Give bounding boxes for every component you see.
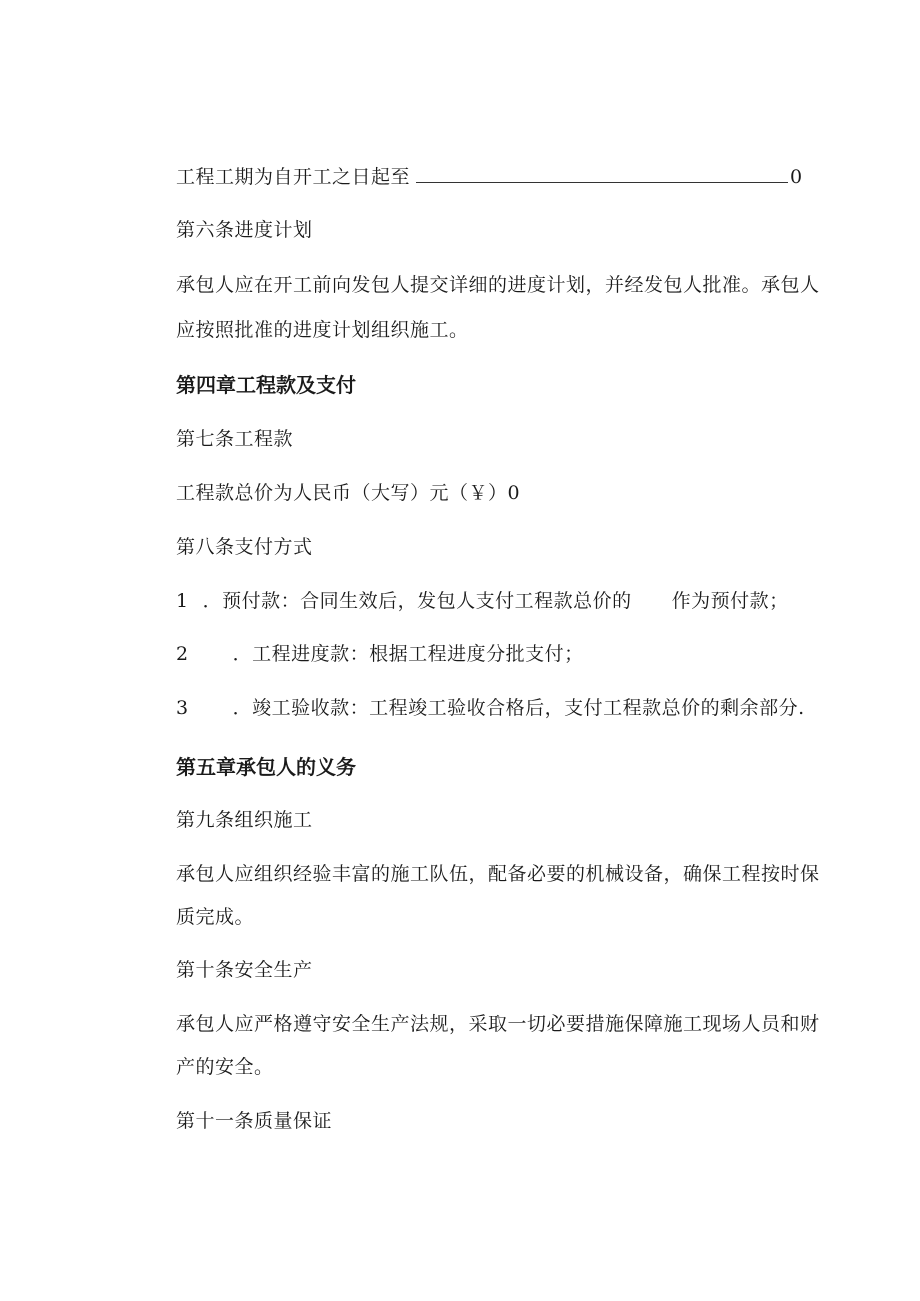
duration-suffix: 0 bbox=[790, 166, 803, 188]
chapter-4-title: 第四章工程款及支付 bbox=[176, 373, 356, 397]
duration-line bbox=[176, 164, 803, 189]
duration-prefix: 工程工期为自开工之日起至 bbox=[176, 166, 411, 188]
chapter-5-title: 第五章承包人的义务 bbox=[176, 755, 356, 779]
duration-blank-underline bbox=[416, 164, 788, 183]
article-10-text-line-1: 承包人应严格遵守安全生产法规，采取一切必要措施保障施工现场人员和财 bbox=[176, 1013, 820, 1035]
article-6-text-line-2: 应按照批准的进度计划组织施工。 bbox=[176, 319, 469, 341]
payment-item-3 bbox=[176, 696, 805, 720]
article-8-title: 第八条支付方式 bbox=[176, 536, 313, 558]
article-6-text-line-1: 承包人应在开工前向发包人提交详细的进度计划，并经发包人批准。承包人 bbox=[176, 274, 820, 296]
payment-item-2 bbox=[176, 642, 796, 666]
article-9-title: 第九条组织施工 bbox=[176, 809, 313, 831]
payment-item-1-number: 1 bbox=[176, 590, 189, 612]
payment-item-3-text: ．竣工验收款：工程竣工验收合格后，支付工程款总价的剩余部分. bbox=[232, 697, 805, 719]
article-7-text: 工程款总价为人民币（大写）元（￥）0 bbox=[176, 482, 521, 504]
payment-item-2-text: ．工程进度款：根据工程进度分批支付； bbox=[232, 643, 584, 665]
article-6-title: 第六条进度计划 bbox=[176, 219, 313, 241]
article-10-title: 第十条安全生产 bbox=[176, 959, 313, 981]
article-9-text-line-1: 承包人应组织经验丰富的施工队伍，配备必要的机械设备，确保工程按时保 bbox=[176, 863, 820, 885]
payment-item-1-text-b: 作为预付款； bbox=[671, 590, 789, 612]
payment-item-1-text-a: ．预付款：合同生效后，发包人支付工程款总价的 bbox=[202, 590, 632, 612]
article-10-text-line-2: 产的安全。 bbox=[176, 1056, 274, 1078]
article-9-text-line-2: 质完成。 bbox=[176, 906, 255, 928]
payment-item-1 bbox=[176, 589, 796, 613]
article-7-title: 第七条工程款 bbox=[176, 428, 294, 450]
article-11-title: 第十一条质量保证 bbox=[176, 1110, 333, 1132]
payment-item-2-number: 2 bbox=[176, 643, 189, 665]
payment-item-3-number: 3 bbox=[176, 697, 189, 719]
